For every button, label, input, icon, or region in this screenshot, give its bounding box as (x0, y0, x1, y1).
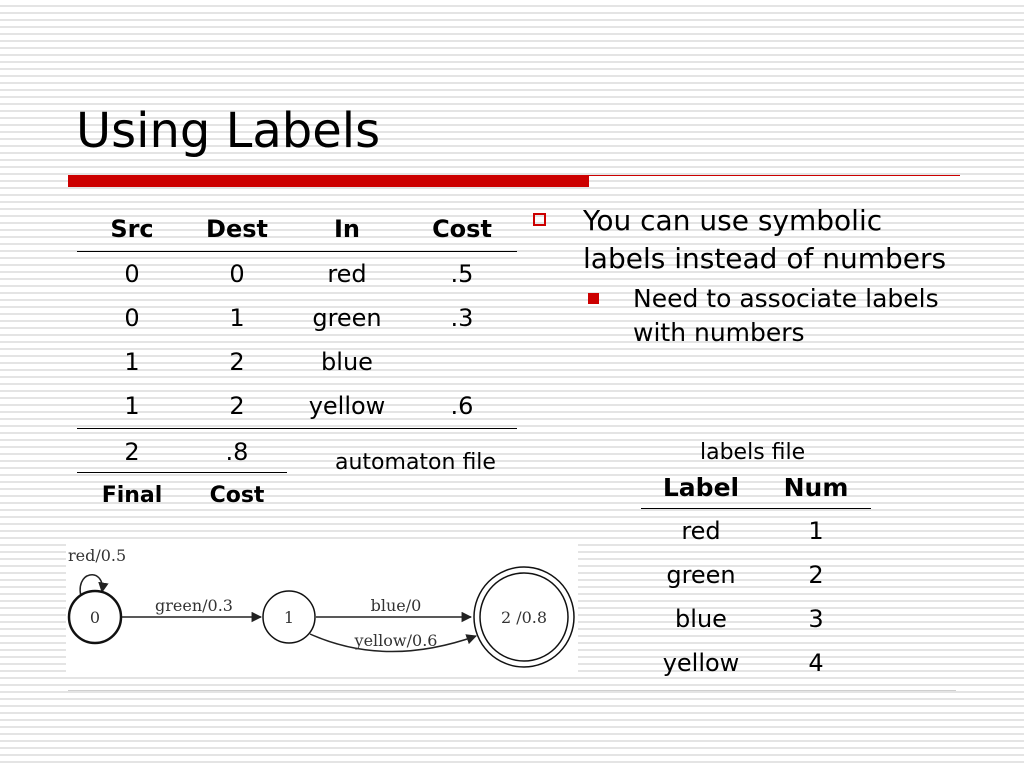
state-1-label: 1 (283, 608, 295, 627)
table-row (641, 553, 871, 597)
title-underline-thin (589, 175, 960, 176)
labels-file-caption: labels file (700, 440, 806, 465)
table-cell: red (327, 260, 367, 288)
table-cell: red (681, 517, 721, 545)
state-2-label: 2 /0.8 (500, 608, 548, 627)
final-state-row (77, 432, 287, 473)
table-cell: 0 (124, 304, 140, 332)
title-underline-accent (68, 175, 589, 187)
table-cell: 0 (124, 260, 140, 288)
table-row (641, 641, 871, 685)
automaton-table-header-row (77, 207, 517, 252)
hollow-square-bullet-icon (533, 213, 546, 226)
arc-label-blue: blue/0 (370, 596, 422, 615)
state-0-label: 0 (89, 608, 101, 627)
table-cell: 2 (808, 561, 824, 589)
bullet-main-text: You can use symbolic labels instead of numbers (583, 204, 947, 275)
table-row (641, 509, 871, 554)
bullet-list (533, 202, 953, 350)
table-row (77, 340, 517, 384)
final-cost-cell: .8 (187, 432, 287, 473)
header-in: In (287, 207, 407, 252)
labels-table-header-row (641, 467, 871, 509)
automaton-table (77, 207, 517, 429)
labels-table (641, 467, 871, 685)
table-cell: .3 (450, 304, 474, 332)
arc-label-yellow: yellow/0.6 (354, 631, 438, 650)
table-cell: .5 (450, 260, 474, 288)
table-row (77, 384, 517, 429)
table-cell: green (666, 561, 736, 589)
header-num: Num (761, 467, 871, 509)
header-dest: Dest (187, 207, 287, 252)
arc-label-green: green/0.3 (155, 596, 233, 615)
automaton-diagram (66, 540, 578, 672)
table-cell: blue (321, 348, 373, 376)
table-row (77, 252, 517, 297)
header-final: Final (101, 482, 163, 508)
table-cell: 2 (229, 348, 245, 376)
table-cell: yellow (287, 384, 407, 429)
header-cost: Cost (407, 207, 517, 252)
table-cell: .6 (407, 384, 517, 429)
final-state-table (77, 432, 287, 517)
header-src: Src (77, 207, 187, 252)
footer-divider (68, 690, 956, 691)
table-row (641, 597, 871, 641)
table-cell: 1 (124, 348, 140, 376)
table-cell: 1 (77, 384, 187, 429)
final-state-cell: 2 (77, 432, 187, 473)
slide-title: Using Labels (76, 103, 381, 159)
table-cell: yellow (662, 649, 740, 677)
final-state-header-row (77, 473, 287, 518)
table-cell: 1 (808, 517, 824, 545)
header-label: Label (641, 467, 761, 509)
table-cell: green (312, 304, 382, 332)
bullet-sub-text: Need to associate labels with numbers (633, 284, 939, 347)
table-row (77, 296, 517, 340)
bullet-sub (533, 282, 953, 350)
bullet-main (533, 202, 953, 278)
table-cell: 0 (229, 260, 245, 288)
arc-label-red: red/0.5 (68, 546, 127, 565)
table-cell: 4 (808, 649, 824, 677)
automaton-file-caption: automaton file (335, 450, 496, 475)
table-cell: 2 (187, 384, 287, 429)
table-cell: blue (675, 605, 727, 633)
filled-square-bullet-icon (588, 293, 599, 304)
table-cell: 1 (229, 304, 245, 332)
table-cell: 3 (808, 605, 824, 633)
header-final-cost: Cost (209, 482, 265, 508)
table-cell (407, 340, 517, 384)
